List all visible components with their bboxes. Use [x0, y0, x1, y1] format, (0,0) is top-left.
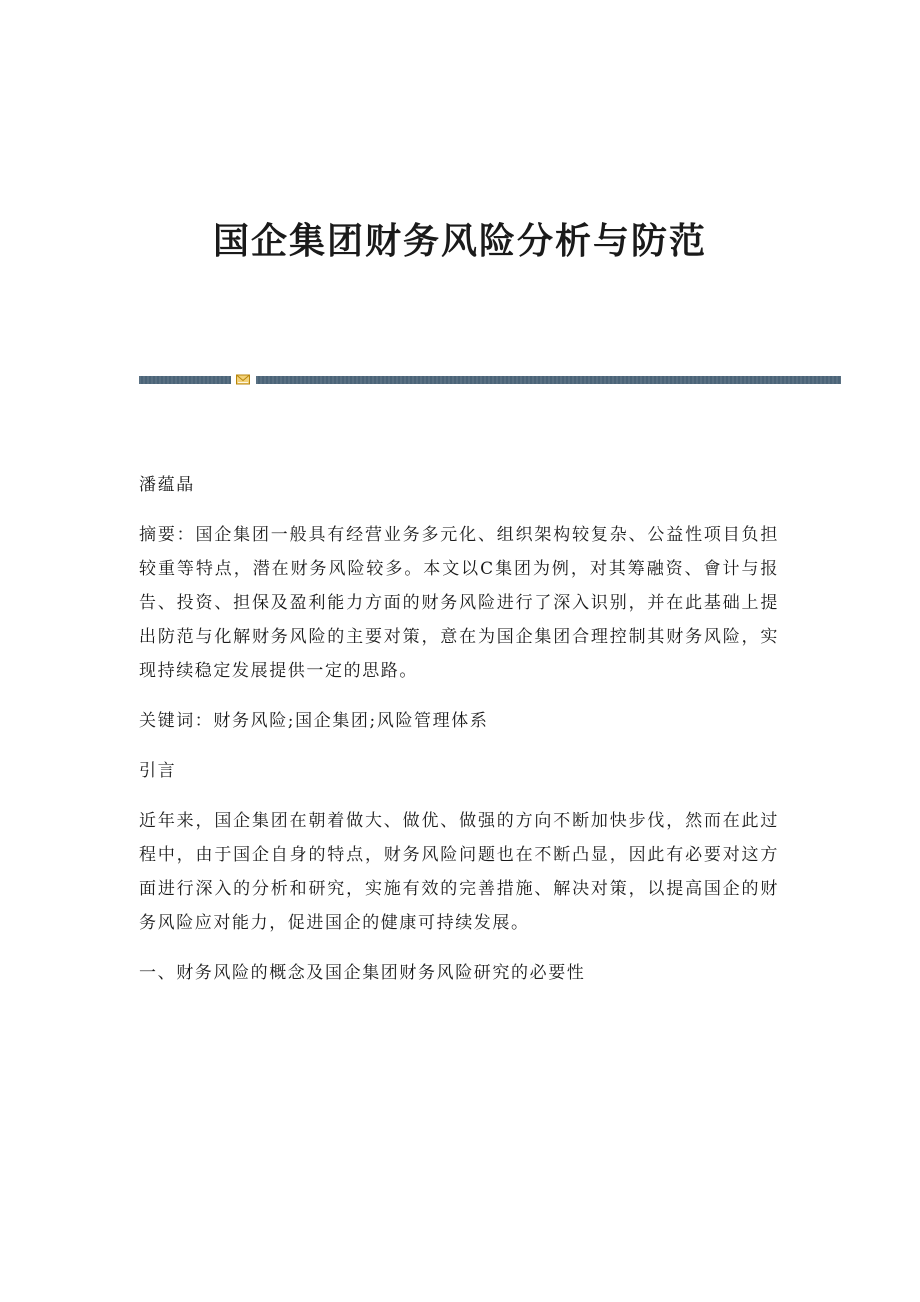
document-body	[139, 468, 779, 1006]
intro-heading: 引言	[139, 761, 177, 781]
abstract-paragraph: 摘要：国企集团一般具有经营业务多元化、组织架构较复杂、公益性项目负担较重等特点，潜在财务风险较多。本文以C集团为例，对其筹融资、會计与报告、投资、担保及盈利能力方面的财务风险进行了深入识别，并在此基础上提出防范与化解财务风险的主要对策，意在为国企集团合理控制其财务风险，实现持续稳定发展提供一定的思路。	[139, 525, 779, 681]
divider-bar-left	[139, 376, 231, 384]
title-divider	[139, 372, 841, 388]
divider-bar-right	[256, 376, 841, 384]
keywords-line: 关键词：财务风险;国企集团;风险管理体系	[139, 711, 489, 731]
envelope-icon	[236, 373, 250, 386]
section-heading: 一、财务风险的概念及国企集团财务风险研究的必要性	[139, 963, 586, 983]
document-title: 国企集团财务风险分析与防范	[212, 220, 707, 262]
intro-paragraph: 近年来，国企集团在朝着做大、做优、做强的方向不断加快步伐，然而在此过程中，由于国企自身的特点，财务风险问题也在不断凸显，因此有必要对这方面进行深入的分析和研究，实施有效的完善措施、解决对策，以提高国企的财务风险应对能力，促进国企的健康可持续发展。	[139, 811, 779, 933]
author-name: 潘蕴晶	[139, 475, 195, 495]
